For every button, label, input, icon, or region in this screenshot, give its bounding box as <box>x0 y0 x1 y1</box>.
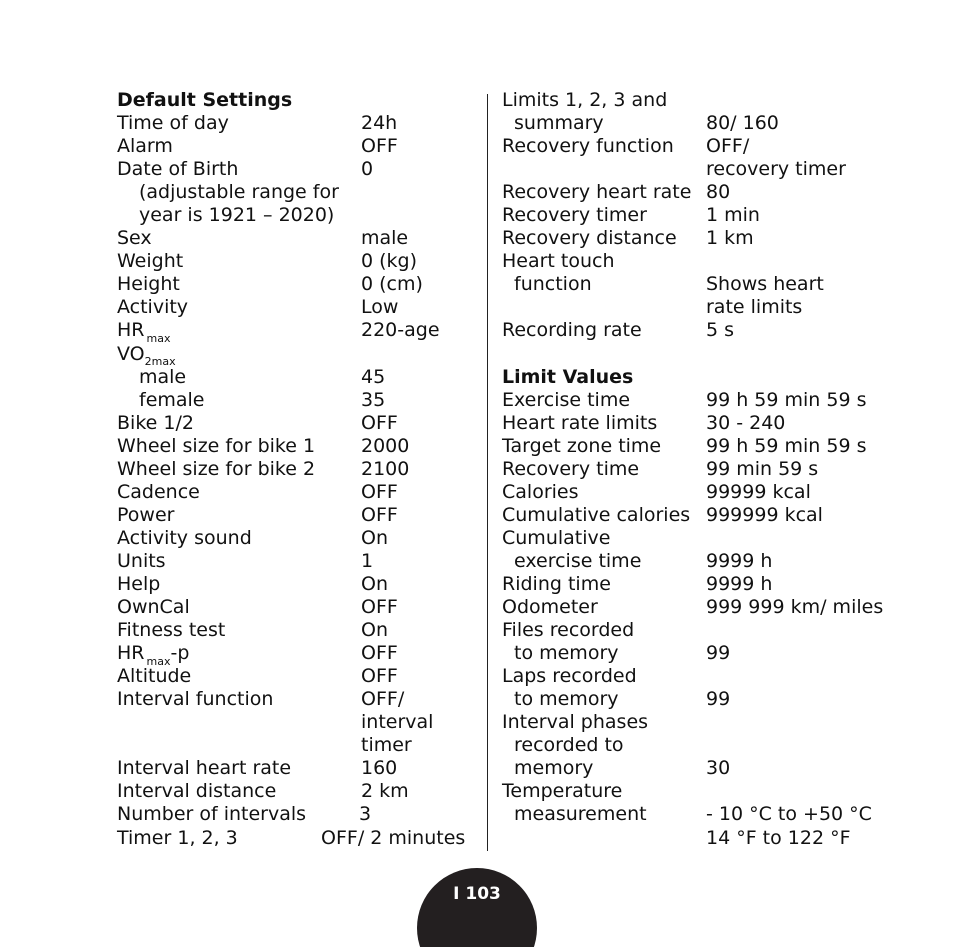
setting-value: rate limits <box>706 296 803 319</box>
setting-row <box>117 827 477 850</box>
setting-label: male <box>139 365 187 388</box>
setting-label <box>117 319 170 344</box>
limit-label: Target zone time <box>502 434 662 457</box>
setting-row <box>502 319 922 342</box>
setting-label: Cadence <box>117 480 200 503</box>
setting-row <box>117 343 477 366</box>
setting-value: 3 <box>359 803 372 826</box>
setting-value: 80 <box>706 181 731 204</box>
limit-value: 99999 kcal <box>706 480 811 503</box>
limit-row <box>502 803 922 826</box>
limit-row <box>502 527 922 550</box>
setting-label: Alarm <box>117 135 173 158</box>
setting-label: Weight <box>117 250 184 273</box>
page-number: I 103 <box>453 884 501 904</box>
default-settings-heading: Default Settings <box>117 89 293 111</box>
limit-row <box>502 711 922 734</box>
page-number-badge <box>417 868 537 947</box>
setting-label: Recovery distance <box>502 227 677 250</box>
setting-label: Altitude <box>117 665 192 688</box>
setting-value: 80/ 160 <box>706 112 779 135</box>
limit-value: 99 <box>706 688 731 711</box>
limit-label: Riding time <box>502 572 611 595</box>
setting-value: 2 km <box>361 780 409 803</box>
spacer-row <box>502 343 922 366</box>
setting-value: 35 <box>361 388 386 411</box>
setting-row <box>117 642 477 669</box>
setting-value: male <box>361 227 409 250</box>
setting-row <box>502 135 922 158</box>
limits-column <box>502 89 922 850</box>
setting-value: 1 km <box>706 227 754 250</box>
setting-value: On <box>361 619 388 642</box>
setting-value: 45 <box>361 365 386 388</box>
limit-values-heading-row <box>502 366 922 389</box>
max-subscript: max <box>146 655 171 669</box>
setting-row <box>117 688 477 711</box>
limit-label: Calories <box>502 480 579 503</box>
setting-row <box>117 158 477 181</box>
setting-value: OFF/ <box>706 135 750 158</box>
setting-row <box>117 366 477 389</box>
setting-row <box>117 665 477 688</box>
setting-label: Fitness test <box>117 619 226 642</box>
setting-value: recovery timer <box>706 158 846 181</box>
setting-value: Low <box>361 296 399 319</box>
setting-row <box>117 780 477 803</box>
setting-value: Shows heart <box>706 273 824 296</box>
setting-label: Height <box>117 273 180 296</box>
limit-row <box>502 412 922 435</box>
setting-value: 24h <box>361 112 398 135</box>
setting-label: summary <box>514 112 604 135</box>
setting-continuation-row <box>117 711 477 734</box>
setting-label: Recovery function <box>502 135 674 158</box>
setting-label: Date of Birth <box>117 158 239 181</box>
hr-text: HR <box>117 642 145 665</box>
limit-value: 99 h 59 min 59 s <box>706 434 867 457</box>
setting-value: 0 (cm) <box>361 273 423 296</box>
setting-value: OFF/ 2 minutes <box>321 826 466 849</box>
setting-value: OFF <box>361 135 398 158</box>
setting-row <box>117 250 477 273</box>
setting-label: Help <box>117 572 161 595</box>
limit-label: Cumulative <box>502 526 611 549</box>
setting-row <box>117 757 477 780</box>
settings-heading-row <box>117 89 477 112</box>
setting-row <box>117 596 477 619</box>
limit-label: to memory <box>514 642 619 665</box>
limit-row <box>502 573 922 596</box>
setting-label: Activity sound <box>117 526 252 549</box>
limit-label: Interval phases <box>502 711 649 734</box>
setting-label: Recovery heart rate <box>502 181 692 204</box>
column-divider <box>487 94 488 851</box>
max-subscript: max <box>146 332 171 346</box>
limit-value: 30 <box>706 757 731 780</box>
setting-note-row <box>117 204 477 227</box>
limit-row <box>502 481 922 504</box>
limit-label: Cumulative calories <box>502 503 691 526</box>
setting-label: female <box>139 388 205 411</box>
limit-label: memory <box>514 757 594 780</box>
2max-subscript: 2max <box>144 354 176 368</box>
setting-value: 1 <box>361 549 374 572</box>
setting-label: Units <box>117 549 166 572</box>
setting-label: Bike 1/2 <box>117 411 194 434</box>
limit-label: Recovery time <box>502 457 640 480</box>
setting-value: 220-age <box>361 319 440 342</box>
setting-label: OwnCal <box>117 596 190 619</box>
setting-row <box>502 181 922 204</box>
setting-value: OFF <box>361 596 398 619</box>
setting-row <box>117 412 477 435</box>
limit-label: Laps recorded <box>502 665 637 688</box>
vo-text: VO <box>117 342 145 365</box>
limit-value: 30 - 240 <box>706 411 786 434</box>
limit-row <box>502 619 922 642</box>
setting-label: Power <box>117 503 175 526</box>
setting-row <box>117 803 477 826</box>
setting-value: OFF <box>361 642 398 665</box>
setting-value: 160 <box>361 757 398 780</box>
setting-value: 2100 <box>361 457 410 480</box>
setting-value: 2000 <box>361 434 410 457</box>
setting-value: 0 <box>361 158 374 181</box>
setting-row <box>117 273 477 296</box>
limit-row <box>502 458 922 481</box>
setting-label <box>117 343 176 368</box>
limit-label: measurement <box>514 803 647 826</box>
setting-row <box>117 227 477 250</box>
setting-row <box>117 458 477 481</box>
setting-row <box>117 435 477 458</box>
setting-value: OFF <box>361 665 398 688</box>
limit-label: Exercise time <box>502 388 631 411</box>
limit-row <box>502 504 922 527</box>
limit-label: Heart rate limits <box>502 411 658 434</box>
limit-value: 99 min 59 s <box>706 457 819 480</box>
setting-continuation-row <box>117 734 477 757</box>
limit-row <box>502 734 922 757</box>
setting-value: 5 s <box>706 319 735 342</box>
setting-row <box>502 112 922 135</box>
setting-label: Interval heart rate <box>117 757 292 780</box>
setting-label: Limits 1, 2, 3 and <box>502 89 668 111</box>
setting-label: Recovery timer <box>502 204 647 227</box>
setting-value: On <box>361 526 388 549</box>
setting-label: Sex <box>117 227 152 250</box>
limit-label: Odometer <box>502 596 598 619</box>
setting-row <box>502 204 922 227</box>
limit-row <box>502 389 922 412</box>
limit-row <box>502 596 922 619</box>
setting-label: function <box>514 273 592 296</box>
setting-value: OFF <box>361 480 398 503</box>
setting-label <box>117 642 189 667</box>
setting-value: 0 (kg) <box>361 250 418 273</box>
limit-row <box>502 780 922 803</box>
limit-value: 99 h 59 min 59 s <box>706 388 867 411</box>
setting-label: Heart touch <box>502 250 615 273</box>
limit-label: exercise time <box>514 549 642 572</box>
limit-row <box>502 688 922 711</box>
setting-value: OFF/ <box>361 688 405 711</box>
setting-row <box>502 89 922 112</box>
setting-row <box>117 481 477 504</box>
limit-value: 999999 kcal <box>706 503 823 526</box>
setting-value: 1 min <box>706 204 760 227</box>
setting-label: Recording rate <box>502 319 642 342</box>
limit-label: to memory <box>514 688 619 711</box>
limit-value: 99 <box>706 642 731 665</box>
setting-row <box>502 273 922 296</box>
limit-row <box>502 642 922 665</box>
setting-label: Activity <box>117 296 189 319</box>
setting-label: Interval function <box>117 688 274 711</box>
setting-row <box>117 389 477 412</box>
setting-continuation-row <box>502 296 922 319</box>
setting-label: Wheel size for bike 1 <box>117 434 316 457</box>
setting-row <box>117 527 477 550</box>
p-suffix: -p <box>170 642 190 665</box>
limit-row <box>502 757 922 780</box>
setting-continuation-row <box>502 158 922 181</box>
limit-label: Temperature <box>502 780 623 803</box>
setting-row <box>117 504 477 527</box>
setting-label: Wheel size for bike 2 <box>117 457 316 480</box>
setting-value: On <box>361 572 388 595</box>
limit-label: recorded to <box>514 734 624 757</box>
setting-note: year is 1921 – 2020) <box>139 204 335 227</box>
setting-note-row <box>117 181 477 204</box>
setting-row <box>117 319 477 346</box>
limit-value: 14 °F to 122 °F <box>706 826 851 849</box>
setting-row <box>117 135 477 158</box>
setting-label: Time of day <box>117 112 229 135</box>
setting-row <box>502 227 922 250</box>
setting-row <box>117 550 477 573</box>
setting-label: Number of intervals <box>117 803 307 826</box>
limit-row <box>502 435 922 458</box>
setting-row <box>117 573 477 596</box>
hr-text: HR <box>117 319 145 342</box>
setting-note: (adjustable range for <box>139 181 339 204</box>
limit-continuation-row <box>502 827 922 850</box>
setting-row <box>502 250 922 273</box>
limit-row <box>502 665 922 688</box>
setting-value: interval <box>361 711 434 734</box>
setting-row <box>117 619 477 642</box>
limit-label: Files recorded <box>502 619 635 642</box>
setting-label: Timer 1, 2, 3 <box>117 826 238 849</box>
setting-row <box>117 296 477 319</box>
limit-values-heading: Limit Values <box>502 365 634 388</box>
setting-value: OFF <box>361 411 398 434</box>
setting-row <box>117 112 477 135</box>
limit-value: 9999 h <box>706 549 773 572</box>
setting-label: Interval distance <box>117 780 277 803</box>
setting-value: OFF <box>361 503 398 526</box>
default-settings-column <box>117 89 477 850</box>
setting-value: timer <box>361 734 412 757</box>
limit-value: - 10 °C to +50 °C <box>706 803 872 826</box>
limit-row <box>502 550 922 573</box>
limit-value: 9999 h <box>706 572 773 595</box>
limit-value: 999 999 km/ miles <box>706 596 884 619</box>
